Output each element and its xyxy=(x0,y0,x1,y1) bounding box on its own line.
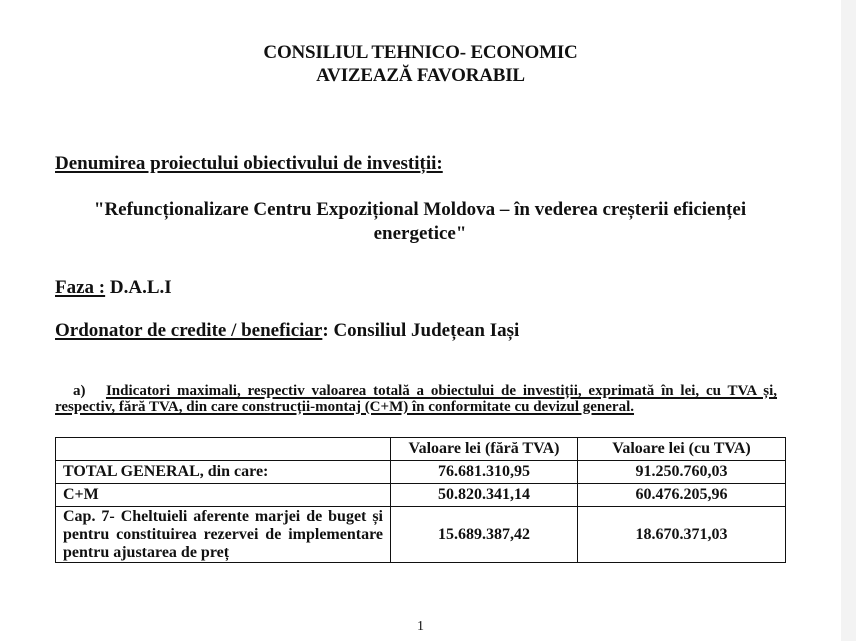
table-header-cell: Valoare lei (cu TVA) xyxy=(578,438,786,461)
council-title: CONSILIUL TEHNICO- ECONOMIC xyxy=(263,42,578,63)
values-table xyxy=(55,437,786,563)
table-header-row xyxy=(56,438,786,461)
viewer-side-strip xyxy=(841,0,856,641)
row-label xyxy=(56,507,391,563)
row-label-text: Cap. 7- Cheltuieli aferente marjei de buget și pentru constituirea rezervei de implementare pentru ajustarea de preț xyxy=(63,507,383,561)
indicators-paragraph xyxy=(55,383,777,415)
beneficiary-line xyxy=(55,320,519,342)
beneficiary-label: Ordonator de credite / beneficiar xyxy=(55,320,323,341)
approval-title: AVIZEAZĂ FAVORABIL xyxy=(316,65,525,86)
project-name-line1: "Refuncționalizare Centru Expozițional Moldova – în vederea creșterii eficienței xyxy=(93,199,747,220)
value-cu-tva: 18.670.371,03 xyxy=(578,507,786,563)
row-label: C+M xyxy=(56,484,391,507)
table-row xyxy=(56,507,786,563)
phase-line xyxy=(55,277,172,299)
project-name xyxy=(60,198,780,246)
project-name-line2: energetice" xyxy=(373,223,467,244)
table-header-cell xyxy=(56,438,391,461)
project-name-label: Denumirea proiectului obiectivului de investiții: xyxy=(55,153,443,174)
paragraph-text: Indicatori maximali, respectiv valoarea totală a obiectului de investiții, exprimată în lei, cu TVA și, respectiv, fără TVA, din care construcții-montaj (C+M) în conformitate cu devizul general. xyxy=(55,383,778,415)
value-cu-tva: 60.476.205,96 xyxy=(578,484,786,507)
value-fara-tva: 15.689.387,42 xyxy=(391,507,578,563)
row-label: TOTAL GENERAL, din care: xyxy=(56,461,391,484)
beneficiary-value: Consiliul Județean Iași xyxy=(328,320,520,341)
table-row xyxy=(56,484,786,507)
value-fara-tva: 76.681.310,95 xyxy=(391,461,578,484)
table-header-cell: Valoare lei (fără TVA) xyxy=(391,438,578,461)
paragraph-marker: a) xyxy=(73,383,86,399)
page-number: 1 xyxy=(417,619,424,634)
phase-value: D.A.L.I xyxy=(105,277,172,298)
beneficiary-separator: : xyxy=(322,320,329,341)
value-fara-tva: 50.820.341,14 xyxy=(391,484,578,507)
phase-label: Faza : xyxy=(55,277,106,298)
value-cu-tva: 91.250.760,03 xyxy=(578,461,786,484)
table-row xyxy=(56,461,786,484)
